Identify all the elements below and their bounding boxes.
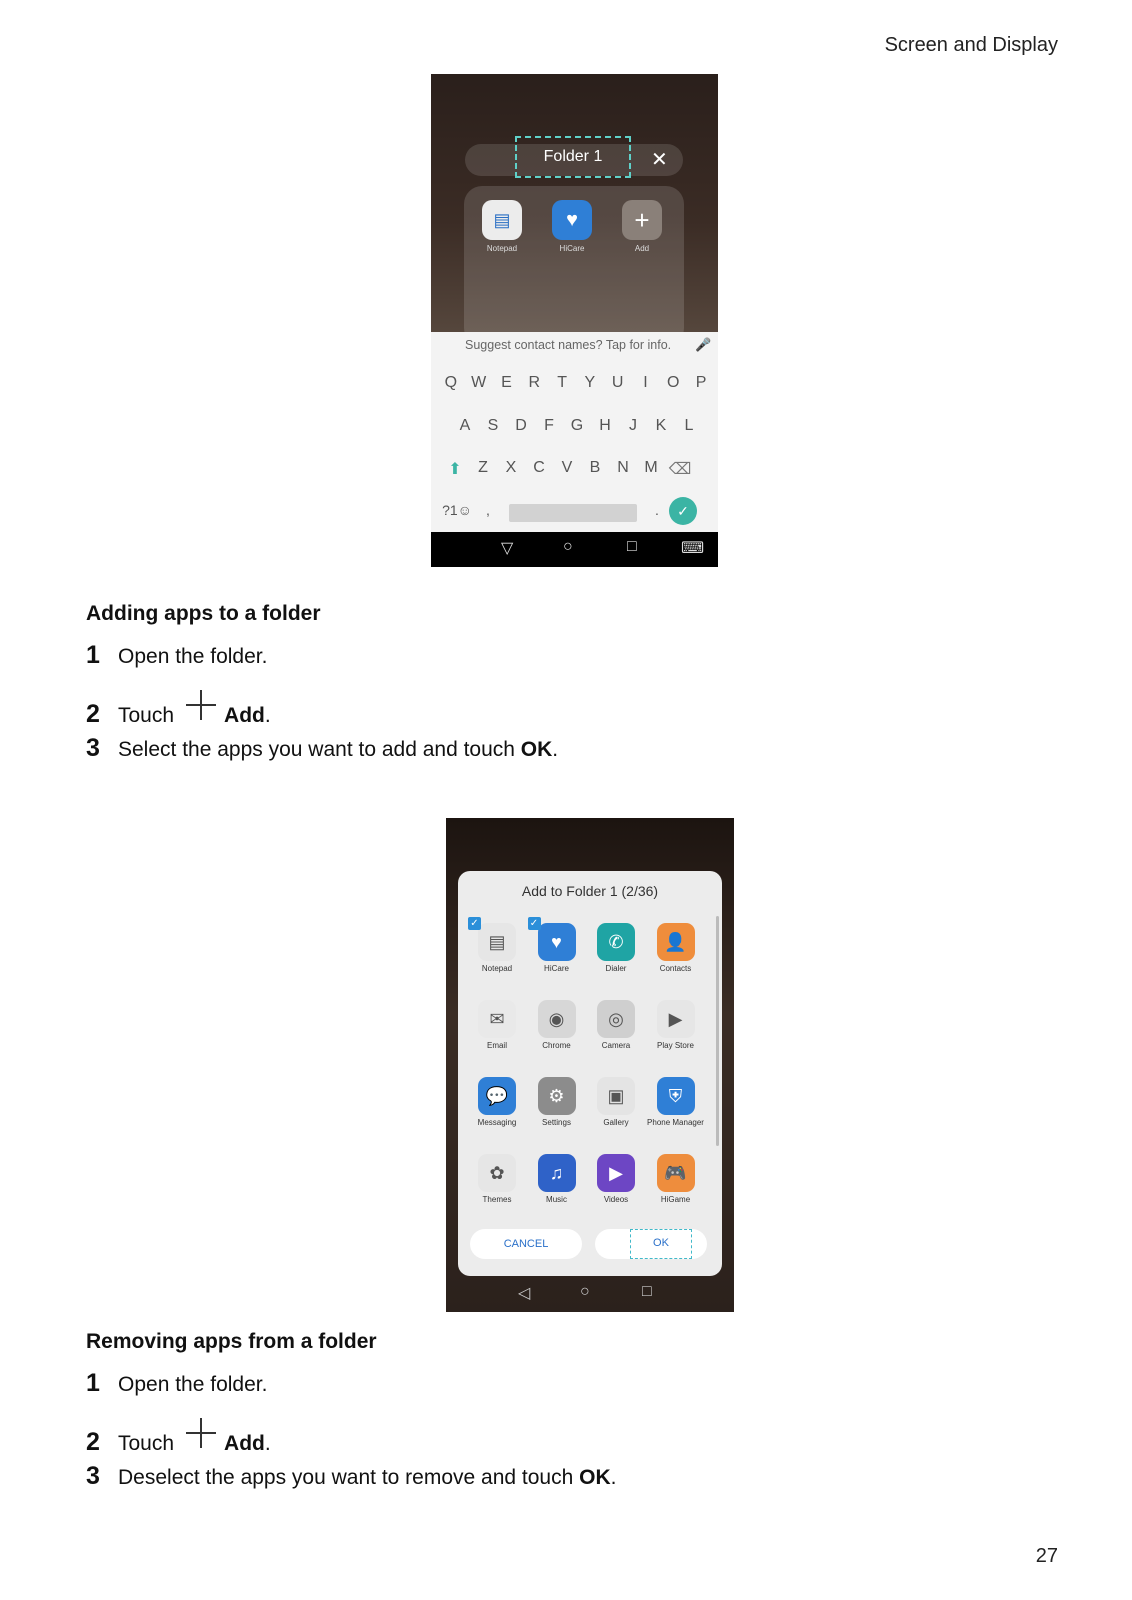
step-2: 2 Touch Add . [86,692,271,729]
gallery-icon: ▣ [597,1077,635,1115]
checkbox-checked-icon[interactable]: ✓ [468,917,481,930]
app-email[interactable] [466,1000,528,1050]
key-u[interactable]: U [611,374,624,391]
hicare-icon: ♥ [538,923,576,961]
app-themes[interactable] [466,1154,528,1204]
recent-apps-icon[interactable]: □ [642,1283,652,1300]
contacts-icon: 👤 [657,923,695,961]
folder-name-field[interactable]: Folder 1 [515,136,631,178]
recent-apps-icon[interactable]: □ [627,538,637,555]
phone-manager-icon: ⛨ [657,1077,695,1115]
key-f[interactable]: F [544,417,554,434]
page-number: 27 [1035,1545,1058,1567]
symbols-key[interactable]: ?1☺ [442,502,472,518]
enter-key[interactable]: ✓ [669,497,697,525]
app-label: Videos [603,1195,629,1204]
suggestion-bar[interactable]: Suggest contact names? Tap for info. [465,338,672,352]
app-settings[interactable] [526,1077,588,1127]
back-icon[interactable]: ▽ [501,540,514,557]
app-videos[interactable] [585,1154,647,1204]
app-messaging[interactable] [466,1077,528,1127]
app-music[interactable] [526,1154,588,1204]
app-label: Phone Manager [647,1118,704,1127]
email-icon: ✉ [478,1000,516,1038]
key-g[interactable]: G [570,417,584,434]
section-title-removing: Removing apps from a folder [86,1330,377,1353]
dialer-icon: ✆ [597,923,635,961]
app-notepad[interactable] [466,918,528,973]
music-icon: ♫ [538,1154,576,1192]
notepad-icon: ▤ [478,923,516,961]
app-label: Messaging [477,1118,517,1127]
folder-rename-screenshot [431,74,718,567]
app-play-store[interactable] [645,1000,707,1050]
key-b[interactable]: B [589,459,601,476]
app-label: Dialer [605,964,627,973]
app-label: Notepad [481,964,513,973]
step-1: 1 Open the folder. [86,641,268,669]
higame-icon: 🎮 [657,1154,695,1192]
home-icon[interactable]: ○ [580,1283,590,1300]
step-2: 2 Touch Add . [86,1420,271,1457]
page-header: Screen and Display [884,34,1058,56]
key-v[interactable]: V [561,459,573,476]
app-label: HiGame [660,1195,691,1204]
app-hicare[interactable] [526,918,588,973]
camera-icon: ◎ [597,1000,635,1038]
key-r[interactable]: R [528,374,541,391]
app-label: Music [546,1195,567,1204]
app-label: Contacts [659,964,692,973]
step-3: 3 Select the apps you want to add and touch OK . [86,734,559,762]
key-i[interactable]: I [643,374,648,391]
app-dialer[interactable] [585,923,647,973]
key-k[interactable]: K [655,417,667,434]
key-n[interactable]: N [617,459,629,476]
backspace-key[interactable]: ⌫ [668,461,692,478]
scrollbar[interactable] [716,916,719,1146]
navigation-bar [446,1277,734,1312]
key-h[interactable]: H [599,417,611,434]
key-s[interactable]: S [487,417,499,434]
play-store-icon: ▶ [657,1000,695,1038]
key-c[interactable]: C [533,459,545,476]
space-key[interactable] [509,504,637,522]
key-x[interactable]: X [505,459,517,476]
key-t[interactable]: T [557,374,567,391]
close-icon[interactable]: ✕ [651,149,668,171]
app-hicare[interactable]: ♥ HiCare [540,200,604,253]
checkbox-checked-icon[interactable]: ✓ [528,917,541,930]
dialog-title: Add to Folder 1 (2/36) [521,883,659,899]
app-label: Play Store [657,1041,694,1050]
home-icon[interactable]: ○ [563,538,573,555]
app-label: Camera [601,1041,631,1050]
app-add[interactable]: + Add [610,200,674,253]
app-label: Email [486,1041,507,1050]
add-to-folder-screenshot [446,818,734,1312]
key-j[interactable]: J [629,417,637,434]
plus-icon [186,1418,216,1448]
key-q[interactable]: Q [444,374,458,391]
key-m[interactable]: M [644,459,658,476]
ok-button[interactable]: OK [630,1229,692,1259]
app-camera[interactable] [585,1000,647,1050]
app-higame[interactable] [645,1154,707,1204]
key-y[interactable]: Y [584,374,596,391]
app-contacts[interactable] [645,923,707,973]
key-z[interactable]: Z [478,459,488,476]
notepad-icon: ▤ [482,200,522,240]
keyboard [431,332,718,532]
key-a[interactable]: A [459,417,471,434]
videos-icon: ▶ [597,1154,635,1192]
period-key[interactable]: . [655,502,659,518]
add-to-folder-dialog [458,871,722,1276]
back-icon[interactable]: ◁ [518,1285,531,1302]
step-3: 3 Deselect the apps you want to remove and touch OK . [86,1462,617,1490]
app-phone-manager[interactable] [645,1077,707,1127]
key-e[interactable]: E [501,374,512,391]
comma-key[interactable]: , [486,502,490,518]
plus-icon [186,690,216,720]
key-p[interactable]: P [695,374,707,391]
chrome-icon: ◉ [538,1000,576,1038]
navigation-bar [431,532,718,567]
app-chrome[interactable] [526,1000,588,1050]
key-l[interactable]: L [684,417,694,434]
app-label: Gallery [603,1118,629,1127]
key-d[interactable]: D [515,417,527,434]
app-notepad[interactable]: ▤ Notepad [470,200,534,253]
app-label: HiCare [544,964,569,973]
key-w[interactable]: W [471,374,487,391]
section-title-adding: Adding apps to a folder [86,602,321,625]
settings-icon: ⚙ [538,1077,576,1115]
app-label: Chrome [542,1041,571,1050]
shift-key[interactable]: ⬆ [448,461,462,478]
app-label: Themes [482,1195,512,1204]
app-label: Settings [542,1118,571,1127]
cancel-button[interactable]: CANCEL [470,1229,582,1259]
key-o[interactable]: O [667,374,680,391]
hicare-icon: ♥ [552,200,592,240]
plus-icon: + [622,200,662,240]
themes-icon: ✿ [478,1154,516,1192]
app-gallery[interactable] [585,1077,647,1127]
keyboard-icon[interactable]: ⌨ [681,540,705,557]
mic-icon[interactable]: 🎤 [695,337,712,352]
step-1: 1 Open the folder. [86,1369,268,1397]
messaging-icon: 💬 [478,1077,516,1115]
